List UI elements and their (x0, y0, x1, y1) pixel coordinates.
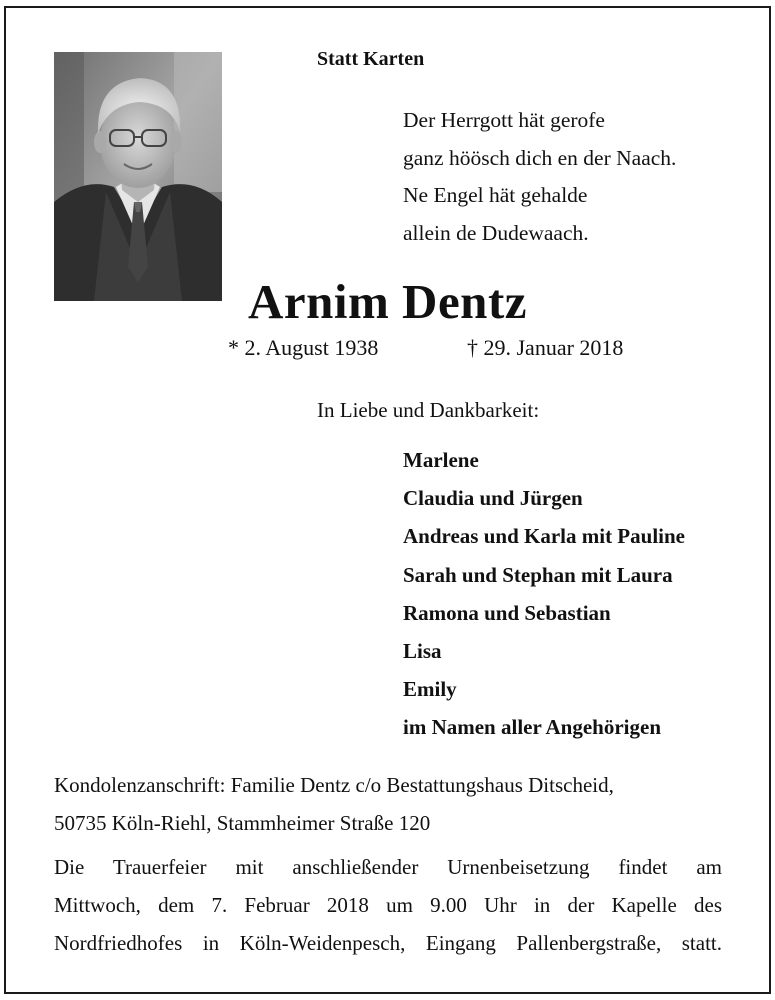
deceased-name: Arnim Dentz (247, 274, 528, 329)
obituary-notice (4, 6, 771, 994)
portrait-image (54, 52, 222, 301)
address-line: Kondolenzanschrift: Familie Dentz c/o Bestattungshaus Ditscheid, (54, 773, 614, 797)
mourner-name: im Namen aller Angehörigen (403, 715, 662, 740)
mourner-name: Sarah und Stephan mit Laura (403, 562, 673, 587)
mourner-name: Andreas und Karla mit Pauline (403, 524, 685, 549)
poem-line: Der Herrgott hät gerofe (403, 108, 605, 132)
mourner-name: Emily (403, 677, 457, 702)
ceremony-info (54, 848, 722, 962)
mourner-name: Lisa (403, 639, 442, 664)
poem (403, 102, 676, 252)
poem-line: Ne Engel hät gehalde (403, 183, 588, 207)
portrait-photo (54, 52, 222, 301)
condolence-address (54, 766, 724, 842)
death-date: † 29. Januar 2018 (467, 335, 624, 360)
ceremony-line: Mittwoch, dem 7. Februar 2018 um 9.00 Uhr in der Kapelle des (54, 893, 722, 917)
statt-karten-label: Statt Karten (317, 48, 425, 70)
mourners-list (403, 441, 685, 747)
mourner-name: Claudia und Jürgen (403, 486, 583, 511)
ceremony-line: Die Trauerfeier mit anschließender Urnenbeisetzung findet am (54, 855, 722, 879)
ceremony-line: Nordfriedhofes in Köln-Weidenpesch, Eingang Pallenbergstraße, statt. (54, 931, 722, 955)
poem-line: ganz höösch dich en der Naach. (403, 145, 677, 170)
thanks-line: In Liebe und Dankbarkeit: (317, 398, 540, 422)
birth-date: * 2. August 1938 (228, 335, 379, 360)
address-line: 50735 Köln-Riehl, Stammheimer Straße 120 (54, 811, 431, 835)
mourner-name: Marlene (403, 448, 479, 472)
poem-line: allein de Dudewaach. (403, 220, 589, 245)
mourner-name: Ramona und Sebastian (403, 600, 611, 625)
